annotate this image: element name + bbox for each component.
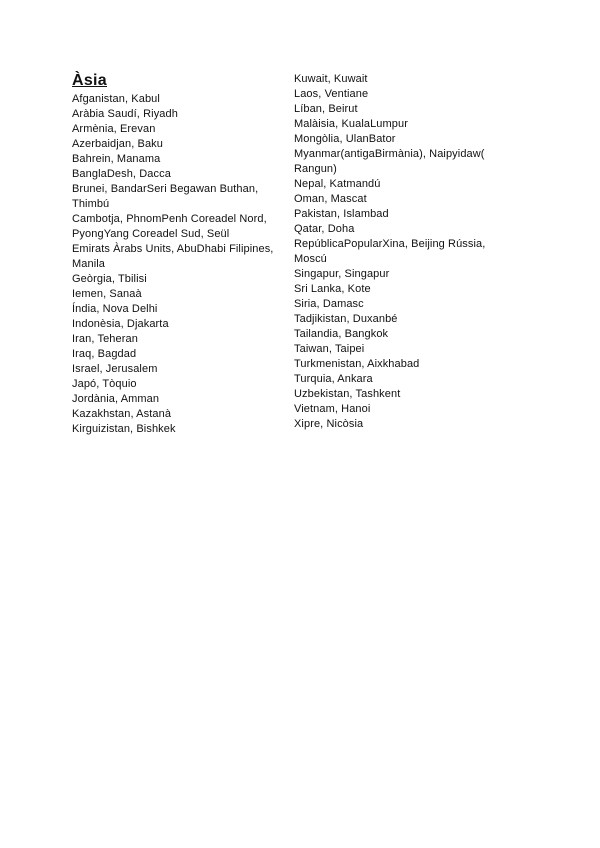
country-entry: Iraq, Bagdad <box>72 348 137 360</box>
country-entry: Israel, Jerusalem <box>72 363 158 375</box>
country-entry: Moscú <box>294 253 327 265</box>
right-country-list <box>294 72 504 432</box>
country-entry: Siria, Damasc <box>294 298 364 310</box>
country-entry: Iemen, Sanaà <box>72 288 142 300</box>
left-column <box>72 70 290 437</box>
country-entry: Cambotja, PhnomPenh Coreadel Nord, <box>72 213 267 225</box>
country-entry: Aràbia Saudí, Riyadh <box>72 108 178 120</box>
left-country-list <box>72 92 290 437</box>
right-column <box>294 70 504 432</box>
country-entry: Sri Lanka, Kote <box>294 283 371 295</box>
country-entry: Myanmar(antigaBirmània), Naipyidaw( <box>294 148 485 160</box>
country-entry: Malàisia, KualaLumpur <box>294 118 408 130</box>
country-entry: Turkmenistan, Aixkhabad <box>294 358 420 370</box>
country-entry: Singapur, Singapur <box>294 268 390 280</box>
country-entry: Azerbaidjan, Baku <box>72 138 163 150</box>
country-entry: Mongòlia, UlanBator <box>294 133 396 145</box>
country-entry: Kazakhstan, Astanà <box>72 408 172 420</box>
country-entry: Bahrein, Manama <box>72 153 161 165</box>
country-entry: Kuwait, Kuwait <box>294 73 368 85</box>
country-entry: Thimbú <box>72 198 110 210</box>
country-entry: RepúblicaPopularXina, Beijing Rússia, <box>294 238 486 250</box>
country-entry: Manila <box>72 258 106 270</box>
country-entry: Xipre, Nicòsia <box>294 418 364 430</box>
country-entry: Taiwan, Taipei <box>294 343 365 355</box>
country-entry: Armènia, Erevan <box>72 123 156 135</box>
country-entry: Qatar, Doha <box>294 223 355 235</box>
country-entry: Vietnam, Hanoi <box>294 403 371 415</box>
country-entry: Jordània, Amman <box>72 393 160 405</box>
country-entry: Laos, Ventiane <box>294 88 369 100</box>
country-entry: Japó, Tòquio <box>72 378 137 390</box>
country-entry: Iran, Teheran <box>72 333 138 345</box>
country-entry: BanglaDesh, Dacca <box>72 168 171 180</box>
country-entry: Kirguizistan, Bishkek <box>72 423 176 435</box>
country-entry: Pakistan, Islambad <box>294 208 389 220</box>
country-entry: Indonèsia, Djakarta <box>72 318 169 330</box>
country-entry: Tadjikistan, Duxanbé <box>294 313 398 325</box>
country-entry: Brunei, BandarSeri Begawan Buthan, <box>72 183 259 195</box>
section-heading: Àsia <box>72 72 107 89</box>
country-entry: Turquia, Ankara <box>294 373 373 385</box>
country-entry: PyongYang Coreadel Sud, Seül <box>72 228 230 240</box>
country-entry: Nepal, Katmandú <box>294 178 381 190</box>
country-entry: Emirats Àrabs Units, AbuDhabi Filipines, <box>72 243 274 255</box>
country-entry: Rangun) <box>294 163 337 175</box>
country-entry: Afganistan, Kabul <box>72 93 160 105</box>
country-entry: Líban, Beirut <box>294 103 358 115</box>
country-entry: Uzbekistan, Tashkent <box>294 388 401 400</box>
country-entry: Tailandia, Bangkok <box>294 328 389 340</box>
country-entry: Oman, Mascat <box>294 193 367 205</box>
country-entry: Índia, Nova Delhi <box>72 303 158 315</box>
country-entry: Geòrgia, Tbilisi <box>72 273 147 285</box>
